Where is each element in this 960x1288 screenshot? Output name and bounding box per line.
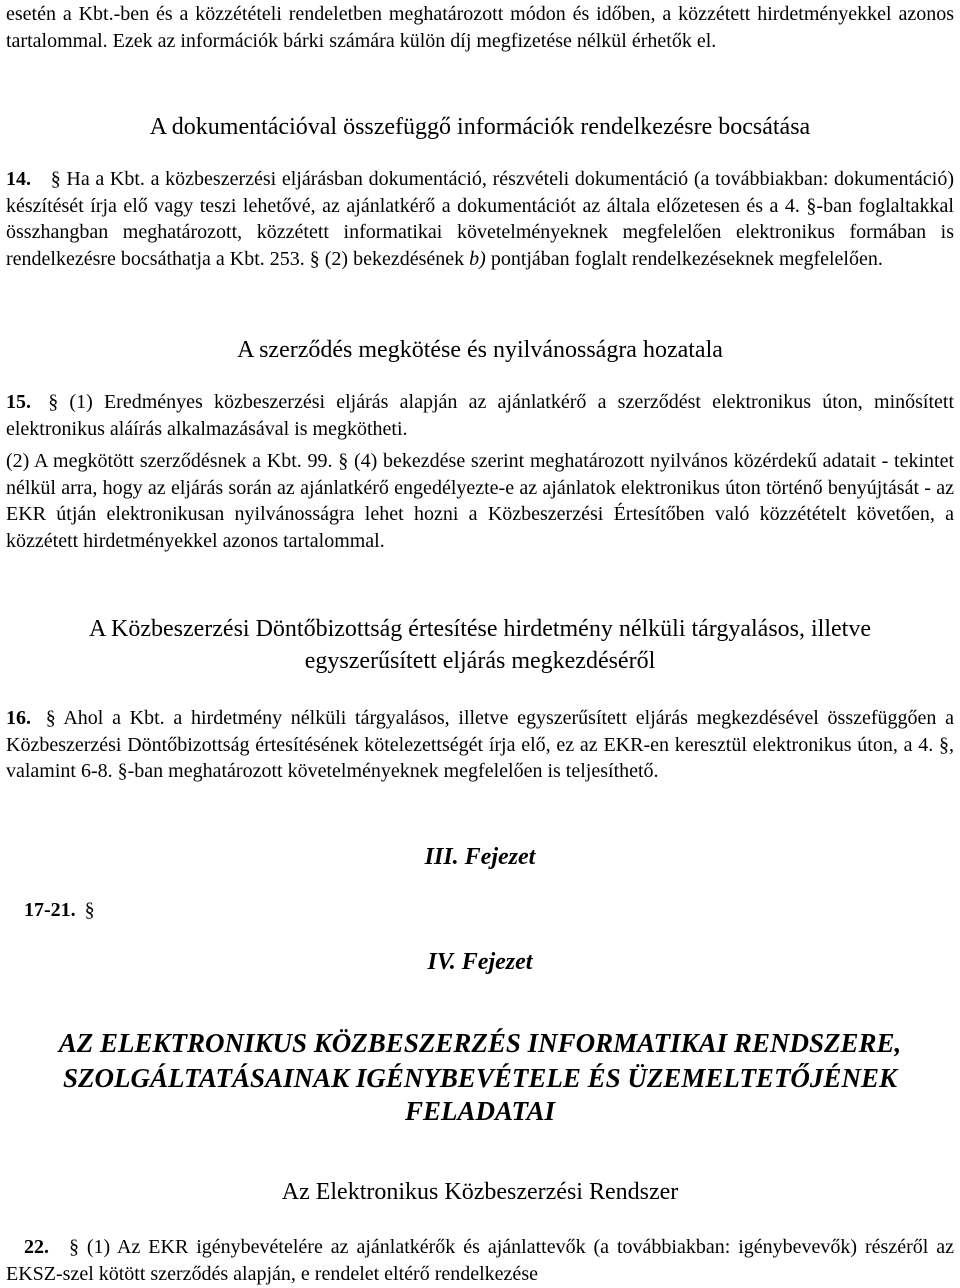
paragraph-text: (2) bekezdésének <box>319 247 470 270</box>
section-heading-arbitration-line1: A Közbeszerzési Döntőbizottság értesítése hirdetmény nélküli tárgyalásos, illetve <box>89 616 871 642</box>
chapter-title-line1: AZ ELEKTRONIKUS KÖZBESZERZÉS INFORMATIKAI RENDSZERE, <box>58 1028 902 1058</box>
chapter-title-line3: FELADATAI <box>404 1096 556 1126</box>
paragraph-text: , valamint 6-8. <box>6 733 954 782</box>
paragraph-15 <box>6 389 954 442</box>
chapter-title-line2: SZOLGÁLTATÁSAINAK IGÉNYBEVÉTELE ÉS ÜZEMELTETŐJÉNEK <box>63 1063 897 1093</box>
section-heading-arbitration-line2: egyszerűsített eljárás megkezdéséről <box>304 648 656 674</box>
section-symbol: § <box>939 733 949 756</box>
paragraph-16 <box>6 705 954 785</box>
section-heading-contract: A szerződés megkötése és nyilvánosságra hozatala <box>237 337 723 363</box>
paragraph-text: -ban foglaltakkal összhangban meghatározott, közzétett informatikai követelményeknek megfelelően elektronikus formában is rendelkezésre bocsáthatja a Kbt. 253. <box>6 194 954 270</box>
paragraph-14 <box>6 166 954 272</box>
paragraph-17-21 <box>24 897 224 924</box>
intro-paragraph: esetén a Kbt.-ben és a közzétételi rendeletben meghatározott módon és időben, a közzétett hirdetményekkel azonos tartalommal. Ezek az információk bárki számára külön díj megfizetése nélkül érhetők el. <box>6 3 954 52</box>
chapter-4-heading: IV. Fejezet <box>427 949 533 975</box>
paragraph-text: Ahol a Kbt. a hirdetmény nélküli tárgyalásos, illetve egyszerűsített eljárás megkezdésével összefüggően a Közbeszerzési Döntőbizottság értesítésének kötelezettségét írja elő, ez az EKR-en keresztül elektronikus úton, a 4. <box>6 707 955 756</box>
paragraph-text: pontjában foglalt rendelkezéseknek megfelelően. <box>485 247 883 270</box>
paragraph-text: -ban meghatározott követelményeknek megfelelően is teljesíthető. <box>127 760 659 782</box>
paragraph-15-2 <box>6 448 954 554</box>
section-heading-ekr: Az Elektronikus Közbeszerzési Rendszer <box>281 1179 679 1205</box>
paragraph-22 <box>6 1234 954 1287</box>
paragraph-number: 16. <box>6 707 31 729</box>
section-symbol: § <box>117 760 128 782</box>
section-symbol: § <box>50 168 61 190</box>
italic-reference: b) <box>469 247 486 270</box>
paragraph-text: (4) bekezdése szerint meghatározott nyilvános közérdekű adatait - tekintet nélkül arra, hogy az eljárás során az ajánlatkérő engedélyezte-e az ajánlatok elektronikus úton történő benyújtását - az EKR útján elektronikusan nyilvánosságra lehet hozni a Közbeszerzési Értesítőben való közzétételt követően, a közzétett hirdetményekkel azonos tartalommal. <box>6 450 954 552</box>
paragraph-text: (2) A megkötött szerződésnek a Kbt. 99. <box>6 450 339 472</box>
paragraph-number: 15. <box>6 391 31 413</box>
section-heading-documentation: A dokumentációval összefüggő információk rendelkezésre bocsátása <box>149 114 811 140</box>
paragraph-number: 14. <box>6 168 31 190</box>
section-symbol: § <box>309 247 320 270</box>
section-symbol: § <box>68 1236 79 1258</box>
paragraph-number: 22. <box>24 1236 49 1258</box>
chapter-3-heading: III. Fejezet <box>424 844 536 870</box>
paragraph-text: (1) Eredményes közbeszerzési eljárás alapján az ajánlatkérő a szerződést elektronikus úton, minősített elektronikus aláírás alkalmazásával is megkötheti. <box>6 391 955 440</box>
paragraph-text: (1) Az EKR igénybevételére az ajánlatkérők és ajánlattevők (a továbbiakban: igénybevevők) részéről az EKSZ-szel kötött szerződés alapján, e rendelet eltérő rendelkezése <box>6 1236 955 1285</box>
section-symbol: § <box>48 391 59 413</box>
section-symbol: § <box>84 899 95 921</box>
paragraph-text: Ha a Kbt. a közbeszerzési eljárásban dokumentáció, részvételi dokumentáció (a továbbiakban: dokumentáció) készítését írja elő vagy teszi lehetővé, az ajánlatkérő a dokumentációt az általa előzetesen és a 4. <box>6 168 955 217</box>
paragraph-number: 17-21. <box>24 899 76 921</box>
section-symbol: § <box>45 707 56 729</box>
section-symbol: § <box>338 450 349 472</box>
section-symbol: § <box>806 194 817 217</box>
